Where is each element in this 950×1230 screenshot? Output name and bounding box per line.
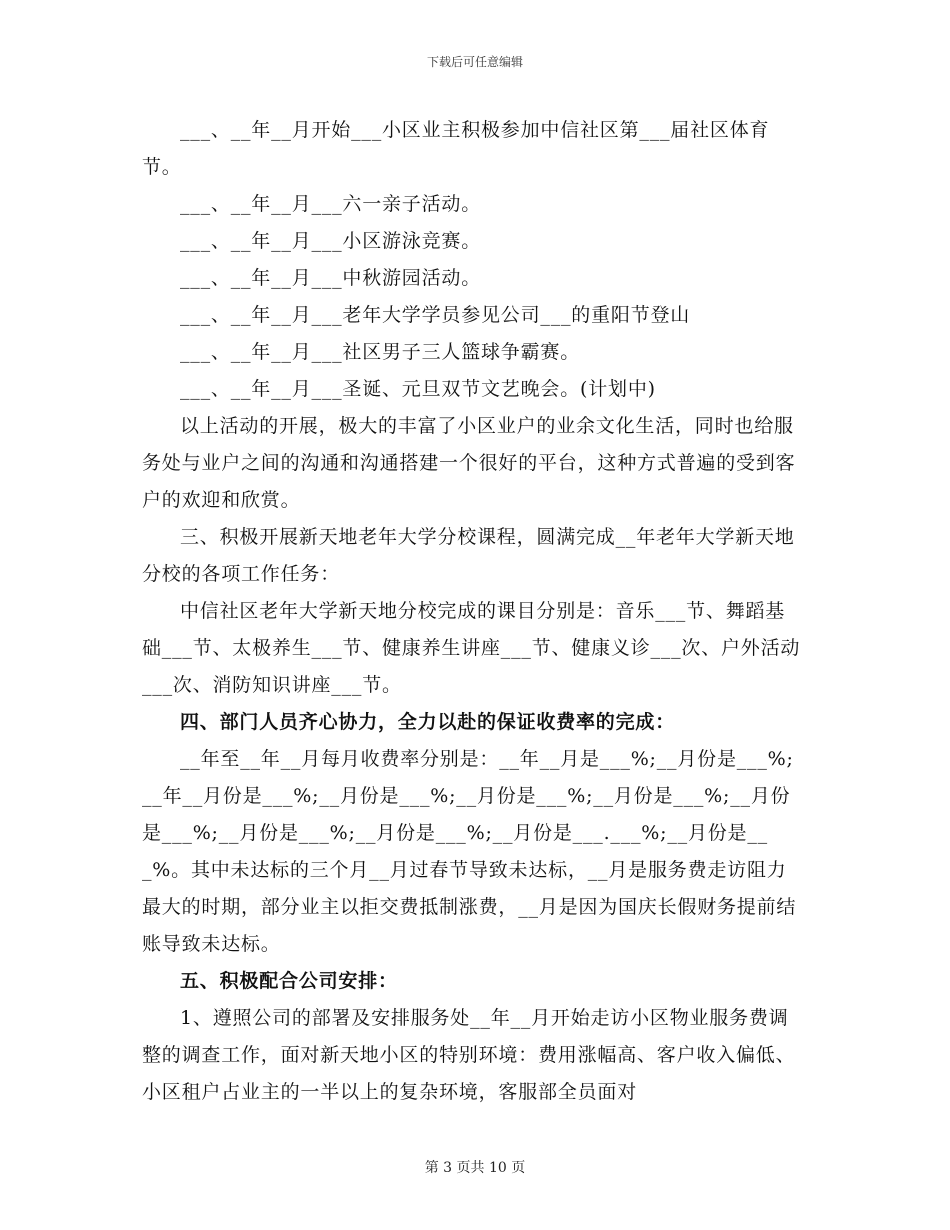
section-four-heading: 四、部门人员齐心协力，全力以赴的保证收费率的完成： xyxy=(180,711,676,733)
paragraph-mid-autumn: ___、__年__月___中秋游园活动。 xyxy=(180,267,482,289)
paragraph-double-ninth: ___、__年__月___老年大学学员参见公司___的重阳节登山 xyxy=(180,304,691,326)
paragraph-courses: 中信社区老年大学新天地分校完成的课目分别是：音乐___节、舞蹈基础___节、太极养生___节、健康养生讲座___节、健康义诊___次、户外活动___次、消防知识讲座___节。 xyxy=(142,600,801,696)
document-body xyxy=(142,112,802,1111)
paragraph-basketball: ___、__年__月___社区男子三人篮球争霸赛。 xyxy=(180,341,581,363)
page-header: 下载后可任意编辑 xyxy=(426,55,523,69)
section-five-heading: 五、积极配合公司安排： xyxy=(180,970,398,992)
paragraph-childrens-day: ___、__年__月___六一亲子活动。 xyxy=(180,193,482,215)
paragraph-sports-festival: ___、__年__月开始___小区业主积极参加中信社区第___届社区体育节。 xyxy=(142,119,770,178)
paragraph-summary: 以上活动的开展，极大的丰富了小区业户的业余文化生活，同时也给服务处与业户之间的沟通和沟通搭建一个很好的平台，这种方式普遍的受到客户的欢迎和欣赏。 xyxy=(142,415,796,511)
section-three-heading: 三、积极开展新天地老年大学分校课程，圆满完成__年老年大学新天地分校的各项工作任务： xyxy=(142,526,795,585)
paragraph-fee-rates: __年至__年__月每月收费率分别是：__年__月是___%;__月份是___%;__年__月份是___%;__月份是___%;__月份是___%;__月份是___%;__月份是___%;__月份是___%;__月份是___%;__月份是___.___%;__月份是___%。其中未达标的三个月__月过春节导致未达标，__月是服务费走访阻力最大的时期，部分业主以拒交费抵制涨费，__月是因为国庆长假财务提前结账导致未达标。 xyxy=(142,748,797,955)
paragraph-company-arrangement: 1、遵照公司的部署及安排服务处__年__月开始走访小区物业服务费调整的调查工作，面对新天地小区的特别环境：费用涨幅高、客户收入偏低、小区租户占业主的一半以上的复杂环境，客服部全员面对 xyxy=(142,1007,796,1103)
page-footer: 第 3 页共 10 页 xyxy=(424,1160,526,1176)
paragraph-swimming: ___、__年__月___小区游泳竞赛。 xyxy=(180,230,482,252)
paragraph-gala: ___、__年__月___圣诞、元旦双节文艺晚会。(计划中) xyxy=(180,378,656,400)
